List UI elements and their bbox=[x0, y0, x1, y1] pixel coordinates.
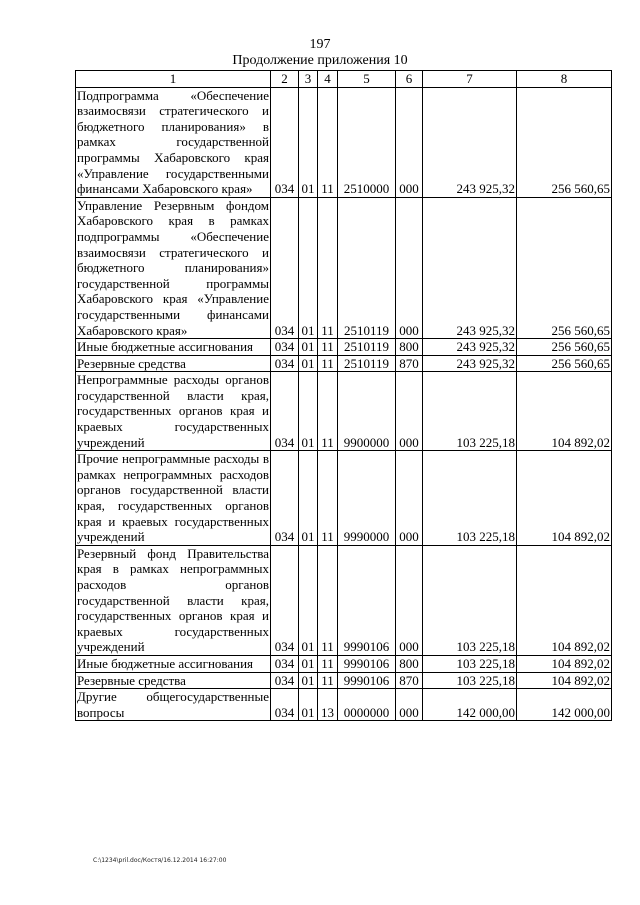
subsection-code-cell: 11 bbox=[318, 355, 338, 372]
ministry-code-cell: 034 bbox=[271, 87, 299, 197]
ministry-code-cell: 034 bbox=[271, 451, 299, 546]
expense-type-cell: 000 bbox=[396, 197, 423, 338]
target-article-cell: 2510000 bbox=[338, 87, 396, 197]
subsection-code-cell: 11 bbox=[318, 87, 338, 197]
column-header: 7 bbox=[423, 71, 517, 88]
amount-2016-cell: 256 560,65 bbox=[517, 197, 612, 338]
section-code-cell: 01 bbox=[299, 339, 318, 356]
amount-2015-cell: 103 225,18 bbox=[423, 545, 517, 655]
expense-type-cell: 870 bbox=[396, 672, 423, 689]
amount-2016-cell: 104 892,02 bbox=[517, 655, 612, 672]
target-article-cell: 2510119 bbox=[338, 339, 396, 356]
ministry-code-cell: 034 bbox=[271, 545, 299, 655]
expense-type-cell: 000 bbox=[396, 451, 423, 546]
ministry-code-cell: 034 bbox=[271, 372, 299, 451]
column-header: 2 bbox=[271, 71, 299, 88]
item-name-cell: Прочие непрограммные расходы в рамках непрограммных расходов органов государственной власти края, государственных органов края и краевых государственных учреждений bbox=[77, 451, 269, 545]
item-name-cell: Иные бюджетные ассигнования bbox=[76, 655, 271, 672]
subsection-code-cell: 11 bbox=[318, 339, 338, 356]
target-article-cell: 9990000 bbox=[338, 451, 396, 546]
section-code-cell: 01 bbox=[299, 87, 318, 197]
target-article-cell: 0000000 bbox=[338, 689, 396, 721]
expense-type-cell: 870 bbox=[396, 355, 423, 372]
subsection-code-cell: 11 bbox=[318, 545, 338, 655]
amount-2016-cell: 256 560,65 bbox=[517, 87, 612, 197]
table-row bbox=[76, 689, 612, 721]
column-header: 3 bbox=[299, 71, 318, 88]
ministry-code-cell: 034 bbox=[271, 197, 299, 338]
item-name-cell: Управление Резервным фондом Хабаровского края в рамках подпрограммы «Обеспечение взаимосвязи стратегического и бюджетного планирования» государственной программы Хабаровского края «Управление государственными финансами Хабаровского края» bbox=[77, 197, 269, 338]
file-path-footer: C:\1234\pril.doc/Костя/16.12.2014 16:27:00 bbox=[93, 857, 227, 864]
column-header: 1 bbox=[76, 71, 271, 88]
amount-2015-cell: 103 225,18 bbox=[423, 655, 517, 672]
target-article-cell: 9990106 bbox=[338, 672, 396, 689]
item-name-cell: Другие общегосударственные вопросы bbox=[77, 689, 269, 720]
section-code-cell: 01 bbox=[299, 655, 318, 672]
target-article-cell: 9990106 bbox=[338, 655, 396, 672]
item-name-cell: Подпрограмма «Обеспечение взаимосвязи стратегического и бюджетного планирования» в рамках государственной программы Хабаровского края «Управление государственными финансами Хабаровского края» bbox=[77, 87, 269, 197]
column-header: 8 bbox=[517, 71, 612, 88]
amount-2016-cell: 104 892,02 bbox=[517, 672, 612, 689]
amount-2016-cell: 256 560,65 bbox=[517, 355, 612, 372]
subsection-code-cell: 11 bbox=[318, 372, 338, 451]
expense-type-cell: 800 bbox=[396, 339, 423, 356]
expense-type-cell: 000 bbox=[396, 545, 423, 655]
subsection-code-cell: 11 bbox=[318, 655, 338, 672]
section-code-cell: 01 bbox=[299, 355, 318, 372]
expense-type-cell: 000 bbox=[396, 372, 423, 451]
budget-table bbox=[75, 70, 612, 721]
ministry-code-cell: 034 bbox=[271, 655, 299, 672]
item-name-cell: Иные бюджетные ассигнования bbox=[76, 339, 271, 356]
amount-2015-cell: 243 925,32 bbox=[423, 197, 517, 338]
table-row bbox=[76, 655, 612, 672]
section-code-cell: 01 bbox=[299, 451, 318, 546]
amount-2016-cell: 104 892,02 bbox=[517, 545, 612, 655]
item-name-cell: Резервные средства bbox=[76, 355, 271, 372]
item-name-cell: Резервный фонд Правительства края в рамках непрограммных расходов органов государственной власти края, государственных органов края и краевых государственных учреждений bbox=[77, 545, 269, 655]
table-row bbox=[76, 372, 612, 451]
section-code-cell: 01 bbox=[299, 672, 318, 689]
page-number: 197 bbox=[309, 37, 331, 52]
ministry-code-cell: 034 bbox=[271, 355, 299, 372]
amount-2015-cell: 243 925,32 bbox=[423, 355, 517, 372]
table-row bbox=[76, 87, 612, 197]
table-row bbox=[76, 545, 612, 655]
table-row bbox=[76, 355, 612, 372]
target-article-cell: 2510119 bbox=[338, 355, 396, 372]
subsection-code-cell: 11 bbox=[318, 672, 338, 689]
amount-2015-cell: 243 925,32 bbox=[423, 339, 517, 356]
header-row bbox=[76, 71, 612, 88]
target-article-cell: 2510119 bbox=[338, 197, 396, 338]
amount-2016-cell: 142 000,00 bbox=[517, 689, 612, 721]
expense-type-cell: 000 bbox=[396, 87, 423, 197]
column-header: 4 bbox=[318, 71, 338, 88]
column-header: 5 bbox=[338, 71, 396, 88]
amount-2016-cell: 104 892,02 bbox=[517, 372, 612, 451]
section-code-cell: 01 bbox=[299, 197, 318, 338]
target-article-cell: 9990106 bbox=[338, 545, 396, 655]
amount-2015-cell: 103 225,18 bbox=[423, 672, 517, 689]
section-code-cell: 01 bbox=[299, 372, 318, 451]
section-code-cell: 01 bbox=[299, 689, 318, 721]
expense-type-cell: 000 bbox=[396, 689, 423, 721]
table-row bbox=[76, 339, 612, 356]
amount-2015-cell: 243 925,32 bbox=[423, 87, 517, 197]
ministry-code-cell: 034 bbox=[271, 339, 299, 356]
ministry-code-cell: 034 bbox=[271, 672, 299, 689]
table-row bbox=[76, 672, 612, 689]
expense-type-cell: 800 bbox=[396, 655, 423, 672]
section-code-cell: 01 bbox=[299, 545, 318, 655]
amount-2016-cell: 256 560,65 bbox=[517, 339, 612, 356]
subsection-code-cell: 13 bbox=[318, 689, 338, 721]
item-name-cell: Непрограммные расходы органов государственной власти края, государственных органов края и краевых государственных учреждений bbox=[77, 372, 269, 450]
target-article-cell: 9900000 bbox=[338, 372, 396, 451]
ministry-code-cell: 034 bbox=[271, 689, 299, 721]
subsection-code-cell: 11 bbox=[318, 197, 338, 338]
item-name-cell: Резервные средства bbox=[76, 672, 271, 689]
column-header: 6 bbox=[396, 71, 423, 88]
subsection-code-cell: 11 bbox=[318, 451, 338, 546]
amount-2015-cell: 103 225,18 bbox=[423, 451, 517, 546]
table-row bbox=[76, 451, 612, 546]
amount-2015-cell: 142 000,00 bbox=[423, 689, 517, 721]
appendix-title: Продолжение приложения 10 bbox=[232, 53, 408, 68]
amount-2015-cell: 103 225,18 bbox=[423, 372, 517, 451]
table-row bbox=[76, 197, 612, 338]
amount-2016-cell: 104 892,02 bbox=[517, 451, 612, 546]
